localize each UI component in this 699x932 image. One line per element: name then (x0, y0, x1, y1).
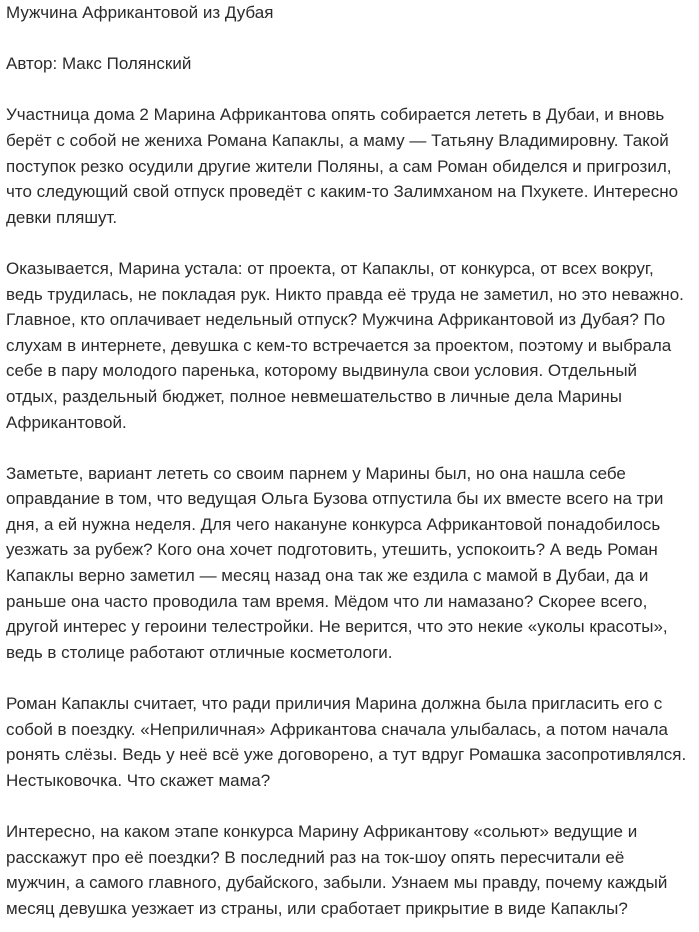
article-paragraph-2: Оказывается, Марина устала: от проекта, от Капаклы, от конкурса, от всех вокруг, ведь трудилась, не покладая рук. Никто правда её труда не заметил, но это неважно. Главное, кто оплачивает недельный отпуск? Мужчина Африкантовой из Дубая? По слухам в интернете, девушка с кем-то встречается за проектом, поэтому и выбрала себе в пару молодого паренька, которому выдвинула свои условия. Отдельный отдых, раздельный бюджет, полное невмешательство в личные дела Марины Африкантовой. (6, 258, 684, 432)
article-paragraph-4: Роман Капаклы считает, что ради приличия Марина должна была пригласить его с собой в поездку. «Неприличная» Африкантова сначала улыбалась, а потом начала ронять слёзы. Ведь у неё всё уже договорено, а тут вдруг Ромашка засопротивлялся. Нестыковочка. Что скажет мама? (6, 694, 687, 790)
article-paragraph-1: Участница дома 2 Марина Африкантова опять собирается лететь в Дубаи, и вновь берёт с собой не жениха Романа Капаклы, а маму — Татьяну Владимировну. Такой поступок резко осудили другие жители Поляны, а сам Роман обиделся и пригрозил, что следующий свой отпуск проведёт с каким-то Залимханом на Пхукете. Интересно девки пляшут. (6, 105, 679, 227)
article-title: Мужчина Африкантовой из Дубая (6, 3, 274, 22)
article-paragraph-5: Интересно, на каком этапе конкурса Марину Африкантову «сольют» ведущие и расскажут про её поездки? В последний раз на ток-шоу опять пересчитали её мужчин, а самого главного, дубайского, забыли. Узнаем мы правду, почему каждый месяц девушка уезжает из страны, или сработает прикрытие в виде Капаклы? (6, 822, 668, 918)
article-author: Автор: Макс Полянский (6, 54, 192, 74)
article-paragraph-3: Заметьте, вариант лететь со своим парнем у Марины был, но она нашла себе оправдание в том, что ведущая Ольга Бузова отпустила бы их вместе всего на три дня, а ей нужна неделя. Для чего накануне конкурса Африкантовой понадобилось уезжать за рубеж? Кого она хочет подготовить, утешить, успокоить? А ведь Роман Капаклы верно заметил — месяц назад она так же ездила с мамой в Дубаи, да и раньше она часто проводила там время. Мёдом что ли намазано? Скорее всего, другой интерес у героини телестройки. Не верится, что это некие «уколы красоты», ведь в столице работают отличные косметологи. (6, 463, 668, 662)
